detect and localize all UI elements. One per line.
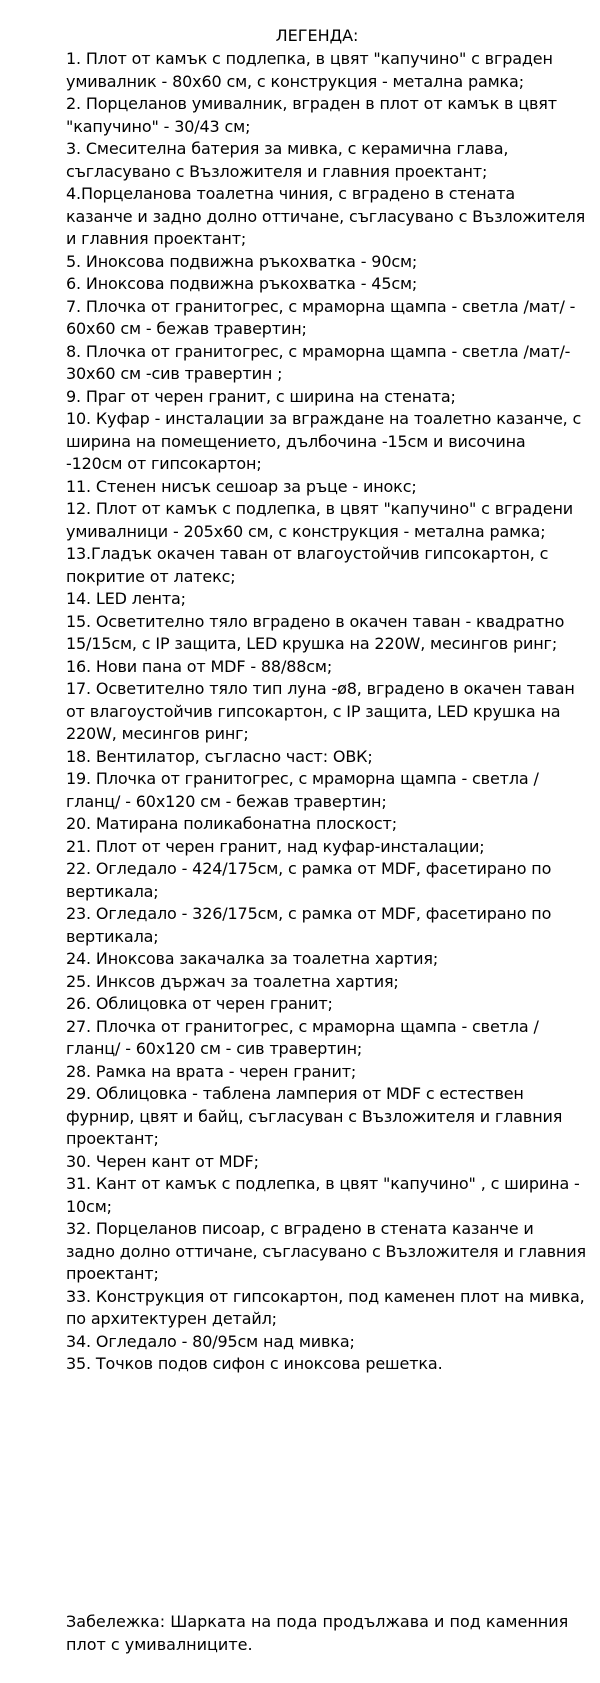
legend-item-27: 27. Плочка от гранитогрес, с мраморна щампа - светла /гланц/ - 60х120 см - сив травертин;: [66, 1016, 539, 1058]
legend-item-8: 8. Плочка от гранитогрес, с мраморна щампа - светла /мат/- 30х60 см -сив травертин ;: [66, 341, 571, 383]
legend-item-3: 3. Смесителна батерия за мивка, с керамична глава, съгласувано с Възложителя и главния проектант;: [66, 139, 509, 181]
legend-item-33: 33. Конструкция от гипсокартон, под каменен плот на мивка, по архитектурен детайл;: [66, 1286, 585, 1328]
legend-item-30: 30. Черен кант от MDF;: [66, 1151, 259, 1171]
legend-item-32: 32. Порцеланов писоар, с вградено в стената казанче и задно долно оттичане, съгласувано с Възложителя и главния проектант;: [66, 1219, 586, 1283]
legend-item-26: 26. Облицовка от черен гранит;: [66, 994, 333, 1013]
legend-item-4: 4.Порцеланова тоалетна чиния, с вградено в стената казанче и задно долно оттичане, съгласувано с Възложителя и главния проектант;: [66, 184, 586, 248]
legend-item-11: 11. Стенен нисък сешоар за ръце - инокс;: [66, 476, 417, 496]
legend-item-7: 7. Плочка от гранитогрес, с мраморна щампа - светла /мат/ - 60х60 см - бежав травертин;: [66, 296, 576, 338]
legend-item-28: 28. Рамка на врата - черен гранит;: [66, 1061, 357, 1081]
legend-item-25: 25. Инксов държач за тоалетна хартия;: [66, 971, 399, 991]
legend-item-10: 10. Куфар - инсталации за вграждане на тоалетно казанче, с ширина на помещението, дълбочина -15см и височина -120см от гипсокартон;: [66, 409, 582, 473]
footnote: Забележка: Шарката на пода продължава и под каменния плот с умивалниците.: [66, 1612, 569, 1654]
legend-item-23: 23. Огледало - 326/175см, с рамка от MDF, фасетирано по вертикала;: [66, 904, 552, 946]
legend-item-1: 1. Плот от камък с подлепка, в цвят "капучино" с вграден умивалник - 80х60 см, с конструкция - метална рамка;: [66, 49, 553, 91]
legend-title: ЛЕГЕНДА:: [275, 26, 359, 45]
legend-item-12: 12. Плот от камък с подлепка, в цвят "капучино" с вградени умивалници - 205х60 см, с конструкция - метална рамка;: [66, 499, 574, 541]
legend-item-13: 13.Гладък окачен таван от влагоустойчив гипсокартон, с покритие от латекс;: [66, 544, 549, 586]
legend-item-24: 24. Иноксова закачалка за тоалетна хартия;: [66, 949, 439, 968]
legend-item-31: 31. Кант от камък с подлепка, в цвят "капучино" , с ширина - 10см;: [66, 1174, 580, 1216]
legend-item-15: 15. Осветително тяло вградено в окачен таван - квадратно 15/15см, с IP защита, LED крушка на 220W, месингов ринг;: [66, 611, 565, 653]
legend-item-2: 2. Порцеланов умивалник, вграден в плот от камък в цвят "капучино" - 30/43 см;: [66, 94, 557, 136]
legend-item-21: 21. Плот от черен гранит, над куфар-инсталации;: [66, 836, 485, 856]
legend-list: [66, 48, 586, 1376]
legend: [66, 26, 586, 1376]
legend-item-29: 29. Облицовка - таблена ламперия от MDF с естествен фурнир, цвят и байц, съгласуван с Възложителя и главния проектант;: [66, 1084, 563, 1148]
legend-item-35: 35. Точков подов сифон с иноксова решетка.: [66, 1354, 443, 1373]
legend-item-16: 16. Нови пана от MDF - 88/88см;: [66, 656, 333, 676]
legend-item-9: 9. Праг от черен гранит, с ширина на стената;: [66, 386, 456, 406]
legend-item-18: 18. Вентилатор, съгласно част: ОВК;: [66, 746, 373, 766]
legend-item-6: 6. Иноксова подвижна ръкохватка - 45см;: [66, 274, 418, 293]
legend-item-22: 22. Огледало - 424/175см, с рамка от MDF, фасетирано по вертикала;: [66, 859, 552, 901]
legend-item-20: 20. Матирана поликабонатна плоскост;: [66, 814, 397, 833]
legend-item-34: 34. Огледало - 80/95см над мивка;: [66, 1331, 355, 1351]
legend-item-19: 19. Плочка от гранитогрес, с мраморна щампа - светла /гланц/ - 60х120 см - бежав травертин;: [66, 769, 539, 811]
legend-item-17: 17. Осветително тяло тип луна -ø8, вградено в окачен таван от влагоустойчив гипсокартон, с IP защита, LED крушка на 220W, месингов ринг;: [66, 679, 575, 743]
legend-item-14: 14. LED лента;: [66, 589, 186, 608]
legend-item-5: 5. Иноксова подвижна ръкохватка - 90см;: [66, 251, 418, 271]
